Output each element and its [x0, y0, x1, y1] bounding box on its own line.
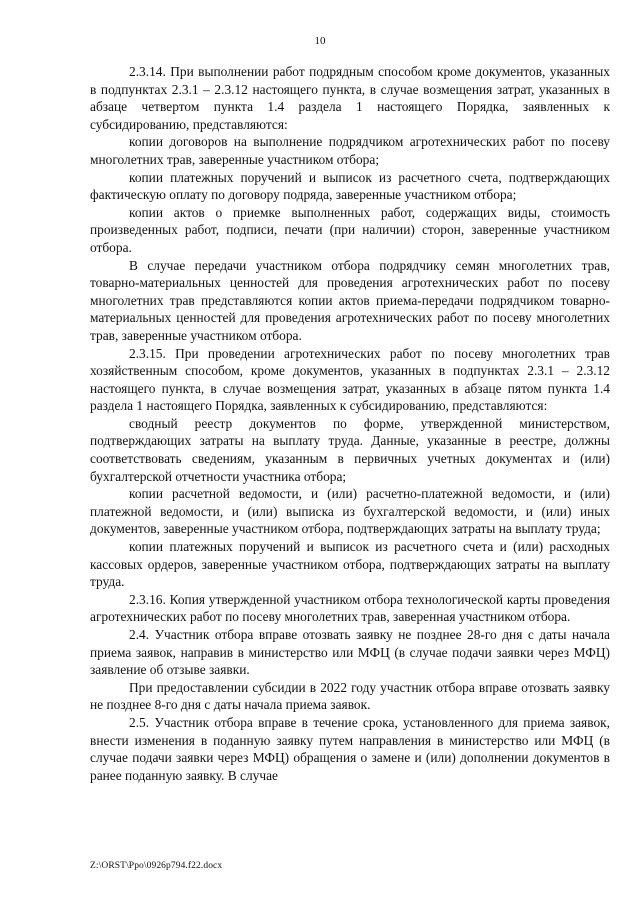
paragraph-2022-withdrawal: При предоставлении субсидии в 2022 году участник отбора вправе отозвать заявку не позднее 8-го дня с даты начала приема заявок. — [90, 679, 610, 713]
document-body — [90, 63, 610, 784]
paragraph-payroll-copies: копии расчетной ведомости, и (или) расчетно-платежной ведомости, и (или) платежной ведомости, и (или) выписка из бухгалтерской ведомости, и (или) иных документов, заверенные участником отбора, подтверждающих затраты на выплату труда; — [90, 486, 610, 537]
paragraph-2-3-15: 2.3.15. При проведении агротехнических работ по посеву многолетних трав хозяйственным способом, кроме документов, указанных в подпунктах 2.3.1 – 2.3.12 настоящего пункта, в случае возмещения затрат, указанных в абзаце пятом пункта 1.4 раздела 1 настоящего Порядка, заявленных к субсидированию, представляются: — [90, 345, 610, 414]
paragraph-acceptance-acts: копии актов о приемке выполненных работ, содержащих виды, стоимость произведенных работ, подписи, печати (при наличии) сторон, заверенные участником отбора. — [90, 204, 610, 255]
paragraph-seed-transfer: В случае передачи участником отбора подрядчику семян многолетних трав, товарно-материальных ценностей для проведения агротехнических работ по посеву многолетних трав представляются копии актов приема-передачи подрядчиком товарно-материальных ценностей для проведения агротехнических работ по посеву многолетних трав, заверенные участником отбора. — [90, 257, 610, 343]
paragraph-cash-orders: копии платежных поручений и выписок из расчетного счета и (или) расходных кассовых ордеров, заверенные участником отбора, подтверждающих затраты на выплату труда. — [90, 539, 610, 590]
paragraph-2-5: 2.5. Участник отбора вправе в течение срока, установленного для приема заявок, внести изменения в поданную заявку путем направления в министерство или МФЦ (в случае подачи заявки через МФЦ) обращения о замене и (или) дополнении документов в ранее поданную заявку. В случае — [90, 714, 610, 783]
page-number: 10 — [314, 35, 326, 47]
paragraph-contracts-copies: копии договоров на выполнение подрядчиком агротехнических работ по посеву многолетних трав, заверенные участником отбора; — [90, 134, 610, 167]
paragraph-summary-register: сводный реестр документов по форме, утвержденной министерством, подтверждающих затраты на выплату труда. Данные, указанные в реестре, должны соответствовать сведениям, указанным в первичных учетных документах и (или) бухгалтерской отчетности участника отбора; — [90, 415, 610, 484]
paragraph-2-4: 2.4. Участник отбора вправе отозвать заявку не позднее 28-го дня с даты начала приема заявок, направив в министерство или МФЦ (в случае подачи заявки через МФЦ) заявление об отзыве заявки. — [90, 627, 610, 678]
paragraph-2-3-16: 2.3.16. Копия утвержденной участником отбора технологической карты проведения агротехнических работ по посеву многолетних трав, заверенная участником отбора. — [90, 591, 610, 625]
file-path-footer: Z:\ORST\Ppo\0926p794.f22.docx — [90, 861, 223, 871]
paragraph-payment-orders: копии платежных поручений и выписок из расчетного счета, подтверждающих фактическую оплату по договору подряда, заверенные участником отбора; — [90, 169, 610, 203]
paragraph-2-3-14: 2.3.14. При выполнении работ подрядным способом кроме документов, указанных в подпунктах 2.3.1 – 2.3.12 настоящего пункта, в случае возмещения затрат, указанных в абзаце четвертом пункта 1.4 раздела 1 настоящего Порядка, заявленных к субсидированию, представляются: — [90, 64, 610, 132]
